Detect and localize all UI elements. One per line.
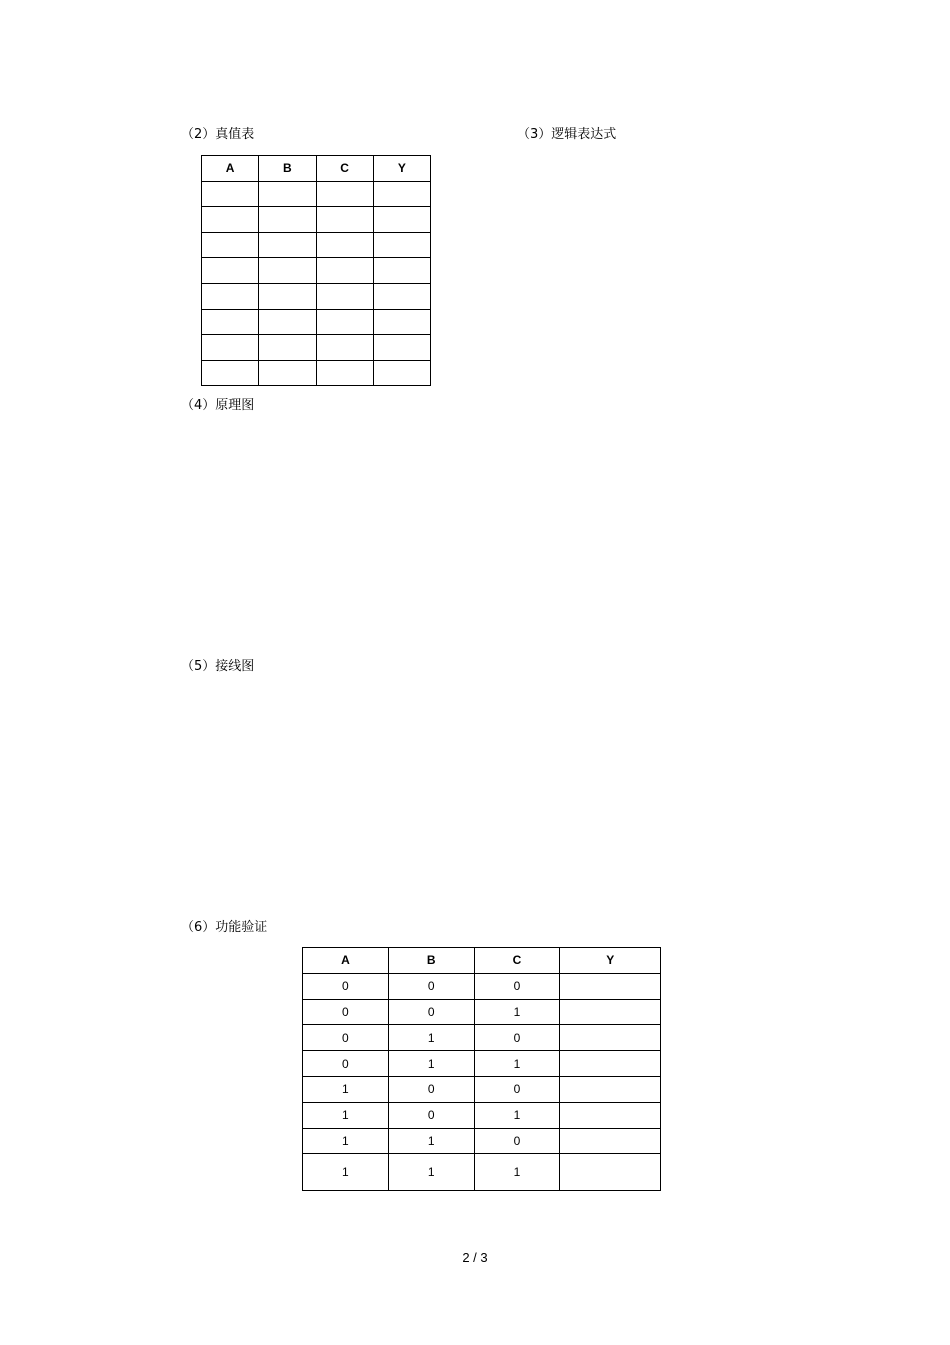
verification-cell: 0	[474, 1025, 560, 1051]
truth-table-cell	[202, 309, 259, 335]
schematic-heading: （4）原理图	[181, 398, 255, 413]
truth-table-cell	[202, 258, 259, 284]
verification-cell	[560, 999, 661, 1025]
verification-cell: 1	[388, 1154, 474, 1191]
truth-table-header-y: Y	[373, 156, 430, 182]
verification-cell: 0	[303, 973, 389, 999]
verification-header-b: B	[388, 948, 474, 974]
truth-table-header-a: A	[202, 156, 259, 182]
verification-cell: 1	[303, 1102, 389, 1128]
truth-table	[201, 155, 431, 386]
verification-cell	[560, 1025, 661, 1051]
verification-header-y: Y	[560, 948, 661, 974]
truth-table-row	[202, 207, 431, 233]
truth-table-cell	[202, 360, 259, 386]
verification-cell: 1	[388, 1051, 474, 1077]
verification-cell	[560, 1051, 661, 1077]
truth-table-row	[202, 309, 431, 335]
truth-table-cell	[259, 283, 316, 309]
truth-table-cell	[259, 309, 316, 335]
truth-table-cell	[259, 258, 316, 284]
truth-table-cell	[316, 232, 373, 258]
truth-table-cell	[259, 181, 316, 207]
verification-cell: 0	[388, 1076, 474, 1102]
truth-table-header-row	[202, 156, 431, 182]
truth-table-cell	[316, 360, 373, 386]
truth-table-cell	[202, 181, 259, 207]
verification-table-header-row	[303, 948, 661, 974]
verification-cell	[560, 973, 661, 999]
verification-cell: 1	[303, 1128, 389, 1154]
verification-table-row	[303, 1025, 661, 1051]
verification-cell: 1	[474, 1154, 560, 1191]
verification-heading: （6）功能验证	[181, 920, 268, 935]
truth-table-cell	[373, 360, 430, 386]
truth-table-heading: （2）真值表	[181, 127, 255, 142]
truth-table-cell	[316, 207, 373, 233]
truth-table-cell	[202, 283, 259, 309]
verification-table-row	[303, 1128, 661, 1154]
truth-table-cell	[259, 232, 316, 258]
verification-cell: 0	[388, 999, 474, 1025]
truth-table-cell	[373, 283, 430, 309]
verification-table-row	[303, 999, 661, 1025]
truth-table-cell	[259, 335, 316, 361]
verification-cell: 0	[303, 1051, 389, 1077]
truth-table-cell	[316, 309, 373, 335]
verification-cell: 0	[388, 973, 474, 999]
truth-table-cell	[202, 232, 259, 258]
truth-table-cell	[373, 258, 430, 284]
truth-table-cell	[316, 335, 373, 361]
verification-cell: 0	[303, 999, 389, 1025]
truth-table-header-b: B	[259, 156, 316, 182]
verification-cell: 0	[303, 1025, 389, 1051]
verification-table-row	[303, 973, 661, 999]
verification-cell: 1	[303, 1154, 389, 1191]
verification-cell: 1	[474, 1051, 560, 1077]
truth-table-header-c: C	[316, 156, 373, 182]
truth-table-row	[202, 258, 431, 284]
truth-table-cell	[373, 335, 430, 361]
verification-cell: 0	[474, 1076, 560, 1102]
verification-table-row	[303, 1102, 661, 1128]
verification-table-row	[303, 1051, 661, 1077]
truth-table-cell	[202, 207, 259, 233]
truth-table-row	[202, 360, 431, 386]
verification-cell	[560, 1128, 661, 1154]
page-number: 2 / 3	[462, 1250, 488, 1265]
verification-cell: 0	[474, 1128, 560, 1154]
verification-cell: 0	[388, 1102, 474, 1128]
verification-table-row	[303, 1076, 661, 1102]
verification-cell: 1	[303, 1076, 389, 1102]
verification-cell: 1	[388, 1025, 474, 1051]
verification-cell: 1	[388, 1128, 474, 1154]
truth-table-row	[202, 181, 431, 207]
truth-table-cell	[316, 181, 373, 207]
truth-table-cell	[202, 335, 259, 361]
truth-table-row	[202, 283, 431, 309]
truth-table-row	[202, 232, 431, 258]
truth-table-cell	[259, 360, 316, 386]
truth-table-cell	[316, 258, 373, 284]
verification-header-a: A	[303, 948, 389, 974]
verification-cell: 0	[474, 973, 560, 999]
truth-table-row	[202, 335, 431, 361]
verification-table	[302, 947, 661, 1191]
truth-table-cell	[373, 309, 430, 335]
verification-cell: 1	[474, 1102, 560, 1128]
truth-table-cell	[316, 283, 373, 309]
truth-table-cell	[373, 181, 430, 207]
verification-cell: 1	[474, 999, 560, 1025]
verification-cell	[560, 1154, 661, 1191]
verification-cell	[560, 1102, 661, 1128]
truth-table-cell	[259, 207, 316, 233]
verification-table-row	[303, 1154, 661, 1191]
logic-expression-heading: （3）逻辑表达式	[517, 127, 617, 142]
truth-table-cell	[373, 207, 430, 233]
truth-table-cell	[373, 232, 430, 258]
verification-header-c: C	[474, 948, 560, 974]
wiring-heading: （5）接线图	[181, 659, 255, 674]
verification-cell	[560, 1076, 661, 1102]
